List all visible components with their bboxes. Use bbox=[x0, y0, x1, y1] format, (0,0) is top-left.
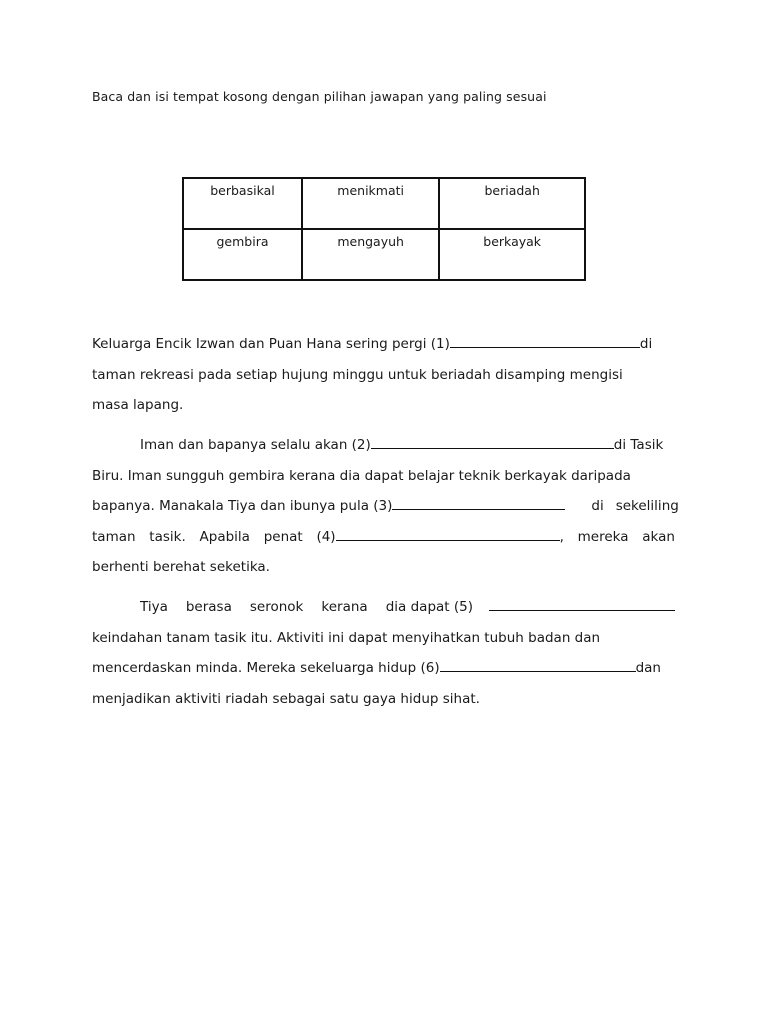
word-bank-cell: berkayak bbox=[439, 229, 585, 280]
passage-text: akan bbox=[642, 529, 675, 545]
word-bank-row bbox=[183, 229, 585, 280]
passage-text: Iman dan bapanya selalu akan (2) bbox=[140, 437, 371, 453]
answer-blank-2[interactable] bbox=[371, 436, 614, 449]
passage-text: , bbox=[559, 529, 564, 545]
passage-text: penat bbox=[263, 529, 303, 545]
passage-text: dan bbox=[635, 660, 661, 676]
passage-text: di bbox=[639, 336, 653, 352]
passage-text: dia dapat (5) bbox=[385, 599, 473, 615]
passage-line: masa lapang. bbox=[92, 397, 184, 413]
passage-text: berasa bbox=[185, 599, 232, 615]
passage-line bbox=[92, 528, 675, 546]
passage-text: bapanya. Manakala Tiya dan ibunya pula (3) bbox=[92, 498, 393, 514]
passage-text: kerana bbox=[321, 599, 368, 615]
passage-text: seronok bbox=[249, 599, 304, 615]
passage-line bbox=[92, 497, 679, 515]
passage-text: mereka bbox=[577, 529, 629, 545]
answer-blank-4[interactable] bbox=[336, 528, 560, 541]
word-bank-table bbox=[182, 177, 586, 281]
answer-blank-6[interactable] bbox=[440, 659, 636, 672]
word-bank-cell: mengayuh bbox=[302, 229, 439, 280]
answer-blank-1[interactable] bbox=[450, 335, 640, 348]
answer-blank-5[interactable] bbox=[489, 598, 675, 611]
word-bank-row bbox=[183, 178, 585, 229]
passage-text: taman bbox=[92, 529, 136, 545]
passage-text: Keluarga Encik Izwan dan Puan Hana sering pergi (1) bbox=[92, 336, 450, 352]
passage-text: Apabila bbox=[199, 529, 250, 545]
passage-text bbox=[316, 528, 563, 546]
passage-text: Tiya bbox=[140, 599, 168, 615]
word-bank-cell: gembira bbox=[183, 229, 302, 280]
passage-line: keindahan tanam tasik itu. Aktiviti ini dapat menyihatkan tubuh badan dan bbox=[92, 630, 601, 646]
passage-line: Biru. Iman sungguh gembira kerana dia dapat belajar teknik berkayak daripada bbox=[92, 468, 631, 484]
word-bank-cell: beriadah bbox=[439, 178, 585, 229]
answer-blank-3[interactable] bbox=[392, 497, 565, 510]
passage-text: mencerdaskan minda. Mereka sekeluarga hidup (6) bbox=[92, 660, 440, 676]
passage-line: menjadikan aktiviti riadah sebagai satu gaya hidup sihat. bbox=[92, 691, 480, 707]
passage-text: di bbox=[591, 498, 604, 514]
passage-text: (4) bbox=[316, 529, 336, 545]
word-bank-cell: menikmati bbox=[302, 178, 439, 229]
passage-text: tasik. bbox=[149, 529, 186, 545]
passage-line: berhenti berehat seketika. bbox=[92, 559, 270, 575]
passage-text: di Tasik bbox=[613, 437, 664, 453]
word-bank-cell: berbasikal bbox=[183, 178, 302, 229]
instruction-text: Baca dan isi tempat kosong dengan pilihan jawapan yang paling sesuai bbox=[92, 89, 547, 104]
passage-line bbox=[140, 598, 675, 616]
passage-text: sekeliling bbox=[615, 498, 679, 514]
passage-line: taman rekreasi pada setiap hujung minggu untuk beriadah disamping mengisi bbox=[92, 367, 623, 383]
passage-text bbox=[386, 598, 675, 616]
passage-line bbox=[92, 335, 652, 353]
passage-line bbox=[140, 436, 663, 454]
passage-line bbox=[92, 659, 661, 677]
